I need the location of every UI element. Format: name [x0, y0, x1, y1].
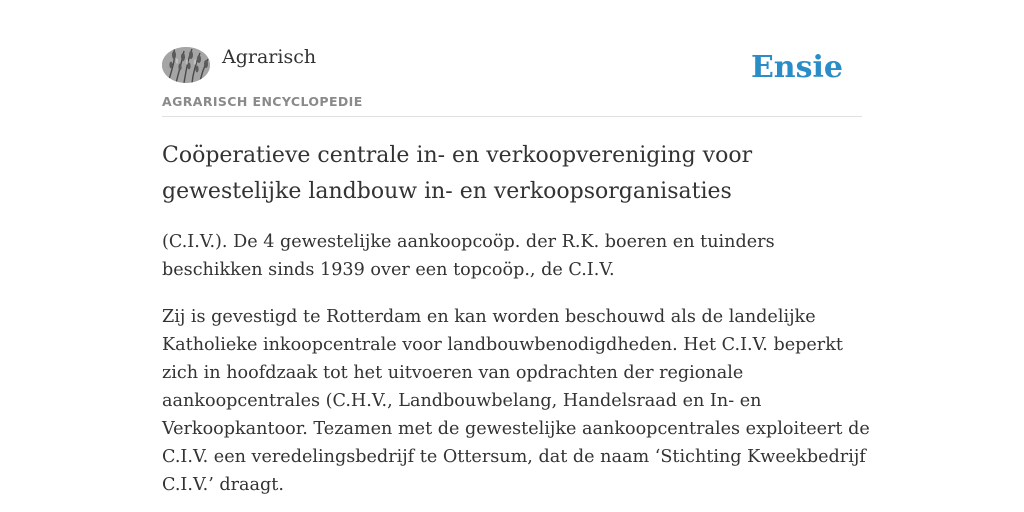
article-paragraph: (C.I.V.). De 4 gewestelijke aankoopcoöp. der R.K. boeren en tuinders beschikken sinds 1939 over een topcoöp., de C.I.V. [162, 232, 775, 280]
site-subtitle[interactable]: AGRARISCH ENCYCLOPEDIE [162, 94, 363, 109]
article-paragraph: Zij is gevestigd te Rotterdam en kan worden beschouwd als de landelijke Katholieke inkoopcentrale voor landbouwbenodigdheden. Het C.I.V. beperkt zich in hoofdzaak tot het uitvoeren van opdrachten der regionale aankoopcentrales (C.H.V., Landbouwbelang, Handelsraad en In- en Verkoopkantoor. Tezamen met de gewestelijke aankoopcentrales exploiteert de C.I.V. een veredelingsbedrijf te Ottersum, dat de naam ‘Stichting Kweekbedrijf C.I.V.’ draagt. [162, 307, 870, 495]
site-name[interactable]: Agrarisch [222, 46, 317, 68]
site-header [162, 44, 862, 117]
brand-logo[interactable]: Ensie [750, 50, 843, 85]
wheat-icon[interactable] [162, 47, 210, 83]
article-title: Coöperatieve centrale in- en verkoopvereniging voor gewestelijke landbouw in- en verkoopsorganisaties [162, 143, 753, 204]
